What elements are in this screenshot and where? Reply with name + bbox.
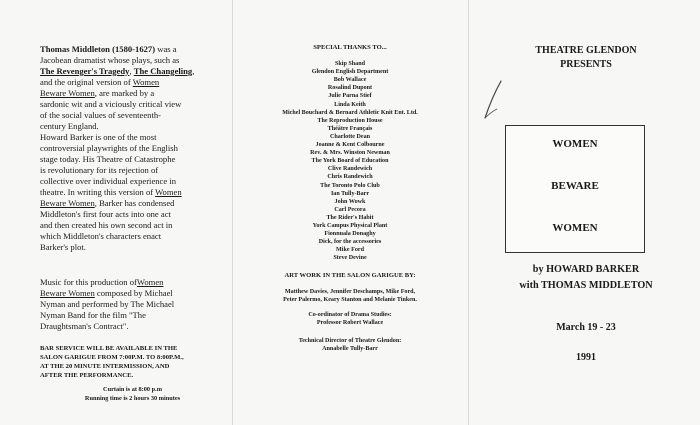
play-title-changeling: The Changeling bbox=[133, 66, 193, 76]
by-line: by HOWARD BARKER bbox=[532, 264, 640, 275]
middle-panel bbox=[240, 44, 460, 353]
thanks-list bbox=[240, 60, 460, 262]
art-artists-line: Matthew Davies, Jennifer Deschamps, Mike Ford, bbox=[284, 288, 416, 295]
list-item: Linda Keith bbox=[334, 101, 366, 108]
list-item: Rev. & Mrs. Winston Newman bbox=[310, 150, 390, 157]
list-item: Mike Ford bbox=[336, 247, 364, 254]
presents-label: PRESENTS bbox=[560, 59, 612, 70]
technical-director-name: Annabelle Tully-Barr bbox=[322, 346, 378, 352]
art-work-heading: ART WORK IN THE SALON GARIGUE BY: bbox=[284, 272, 416, 280]
list-item: Ian Tully-Barr bbox=[330, 190, 370, 197]
play-title-word: WOMEN bbox=[552, 138, 598, 150]
play-title-word: WOMEN bbox=[552, 222, 598, 234]
list-item: Théâtre Français bbox=[327, 125, 373, 132]
list-item: Skip Shand bbox=[335, 61, 365, 68]
list-item: John Wowk bbox=[334, 198, 366, 205]
list-item: The Reproduction House bbox=[317, 117, 383, 124]
performance-dates: March 19 - 23 bbox=[556, 322, 616, 333]
fold-line-left bbox=[232, 0, 233, 425]
play-title-box bbox=[505, 125, 645, 253]
list-item: Dick, for the accessories bbox=[318, 239, 382, 246]
curtain-info: Curtain is at 8:00 p.m Running time is 2 hours 30 minutes bbox=[84, 386, 181, 402]
list-item: The Rider's Habit bbox=[326, 214, 374, 221]
list-item: Charlotte Dean bbox=[329, 133, 371, 140]
list-item: Glendon English Department bbox=[311, 69, 389, 76]
coordinator-title: Co-ordinator of Drama Studies: bbox=[308, 311, 392, 318]
list-item: Bob Wallace bbox=[333, 77, 367, 84]
special-thanks-heading: SPECIAL THANKS TO... bbox=[313, 44, 387, 51]
bar-service-notice: BAR SERVICE WILL BE AVAILABLE IN THE SALON GARIGUE FROM 7:00P.M. TO 8:00P.M., AT THE 20 MINUTE INTERMISSION, AND AFTER THE PERFORMANCE. bbox=[40, 345, 184, 379]
fold-line-right bbox=[468, 0, 469, 425]
list-item: Steve Devine bbox=[333, 255, 367, 262]
list-item: Julie Parna Stief bbox=[328, 93, 372, 100]
list-item: The Toronto Polo Club bbox=[320, 182, 380, 189]
play-title-revengers: The Revenger's Tragedy bbox=[40, 66, 130, 76]
intro-paragraph: Thomas Middleton (1580-1627) was a Jacobean dramatist whose plays, such as The Revenger's Tragedy, The Changeling, and the original version of Women Beware Women, are marked by a sardonic wit and a viciously critical view of the social values of seventeenth- century England. Howard Barker is one of the most controversial playwrights of the English stage today. His Theatre of Catastrophe is revolutionary for its rejection of collective over individual experience in theatre. In writing this version of Women Beware Women, Barker has condensed Middleton's first four acts into one act and then created his own second act in which Middleton's characters enact Barker's plot. bbox=[40, 44, 195, 252]
list-item: Rosalind Dupont bbox=[327, 85, 373, 92]
list-item: York Campus Physical Plant bbox=[312, 222, 388, 229]
right-panel bbox=[472, 44, 700, 72]
technical-director-title: Technical Director of Theatre Glendon: bbox=[298, 337, 402, 344]
with-line: with THOMAS MIDDLETON bbox=[519, 280, 653, 291]
art-artists-line: Peter Palermo, Keary Stanton and Melanie Tinken. bbox=[283, 296, 417, 303]
play-title-word: BEWARE bbox=[551, 180, 599, 192]
presenter-name: THEATRE GLENDON bbox=[535, 45, 637, 56]
handwritten-mark-icon bbox=[479, 78, 507, 122]
list-item: Fionnuala Donaghy bbox=[324, 231, 376, 238]
list-item: Chris Randewich bbox=[327, 174, 373, 181]
list-item: The York Board of Education bbox=[311, 158, 389, 165]
coordinator-name: Professor Robert Wallace bbox=[316, 319, 384, 326]
performance-year: 1991 bbox=[576, 352, 596, 363]
left-panel bbox=[40, 44, 225, 403]
list-item: Carl Pecora bbox=[334, 206, 366, 213]
music-paragraph: Music for this production ofWomen Beware Women composed by Michael Nyman and performed by The Michael Nyman Band for the film "The Draughtsman's Contract". bbox=[40, 277, 175, 331]
list-item: Joanne & Kent Colbourne bbox=[315, 142, 385, 149]
list-item: Michel Bouchard & Bernard Athletic Knit Ent. Ltd. bbox=[282, 109, 418, 116]
list-item: Clive Randewich bbox=[327, 166, 373, 173]
author-credits bbox=[472, 262, 700, 294]
